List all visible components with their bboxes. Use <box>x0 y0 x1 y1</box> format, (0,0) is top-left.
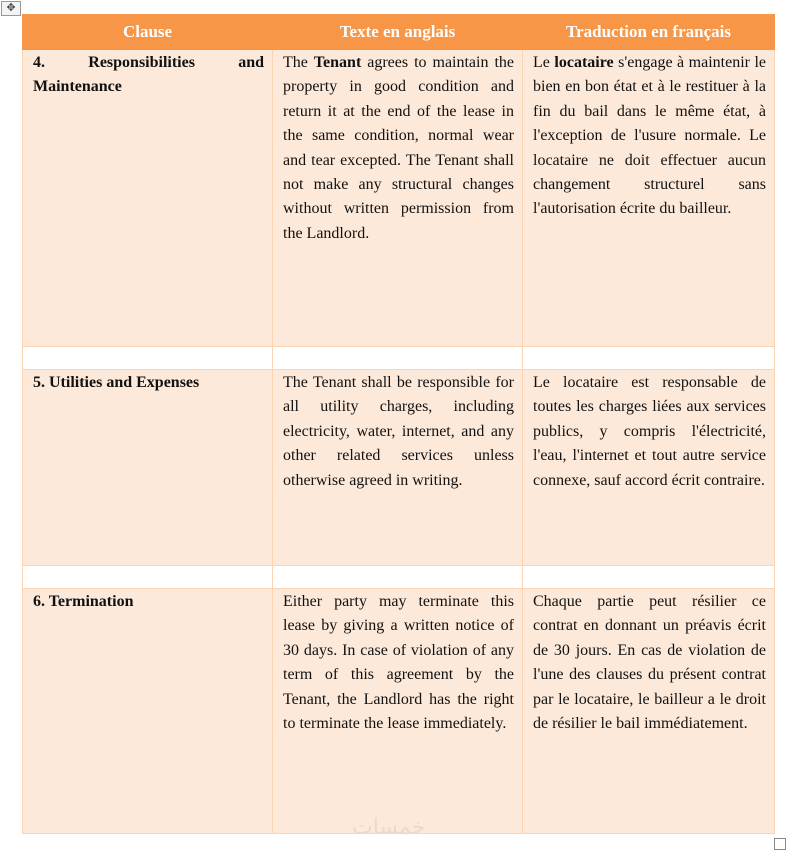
table-row <box>23 589 775 834</box>
table-move-handle-icon[interactable]: ✥ <box>1 1 21 16</box>
text: s'engage à maintenir le bien en bon état et à le restituer à la fin du bail dans le même état, à l'exception de l'usure normale. Le locataire ne doit effectuer aucun changement structurel sans l'autorisation écrite du bailleur. <box>533 54 767 218</box>
spacer-row <box>23 566 775 589</box>
translation-table <box>22 14 775 834</box>
english-cell <box>273 50 523 347</box>
bold-text: locataire <box>554 54 614 71</box>
french-cell <box>523 50 775 347</box>
text: Le <box>533 54 555 71</box>
french-cell: Le locataire est responsable de toutes les charges liées aux services publics, y compris l'électricité, l'eau, l'internet et tout autre service connexe, sauf accord écrit contraire. <box>523 370 775 566</box>
french-cell: Chaque partie peut résilier ce contrat en donnant un préavis écrit de 30 jours. En cas de violation de l'une des clauses du présent contrat par le locataire, le bailleur a le droit de résilier le bail immédiatement. <box>523 589 775 834</box>
spacer-row <box>23 347 775 370</box>
header-clause: Clause <box>23 15 273 50</box>
table-row <box>23 50 775 347</box>
header-row <box>23 15 775 50</box>
text: agrees to maintain the property in good condition and return it at the end of the lease in the same condition, normal wear and tear excepted. The Tenant shall not make any structural changes without written permission from the Landlord. <box>283 54 514 242</box>
english-cell: Either party may terminate this lease by giving a written notice of 30 days. In case of violation of any term of this agreement by the Tenant, the Landlord has the right to terminate the lease immediately. <box>273 589 523 834</box>
header-french: Traduction en français <box>523 15 775 50</box>
clause-cell: 5. Utilities and Expenses <box>23 370 273 566</box>
clause-cell: 6. Termination <box>23 589 273 834</box>
table-resize-handle[interactable] <box>774 838 786 850</box>
table-row <box>23 370 775 566</box>
header-english: Texte en anglais <box>273 15 523 50</box>
english-cell: The Tenant shall be responsible for all utility charges, including electricity, water, internet, and any other related services unless otherwise agreed in writing. <box>273 370 523 566</box>
clause-cell: 4. Responsibilities and Maintenance <box>23 50 273 347</box>
bold-text: Tenant <box>313 54 362 71</box>
watermark-logo: خمسات <box>352 815 426 840</box>
text: The <box>283 54 314 71</box>
